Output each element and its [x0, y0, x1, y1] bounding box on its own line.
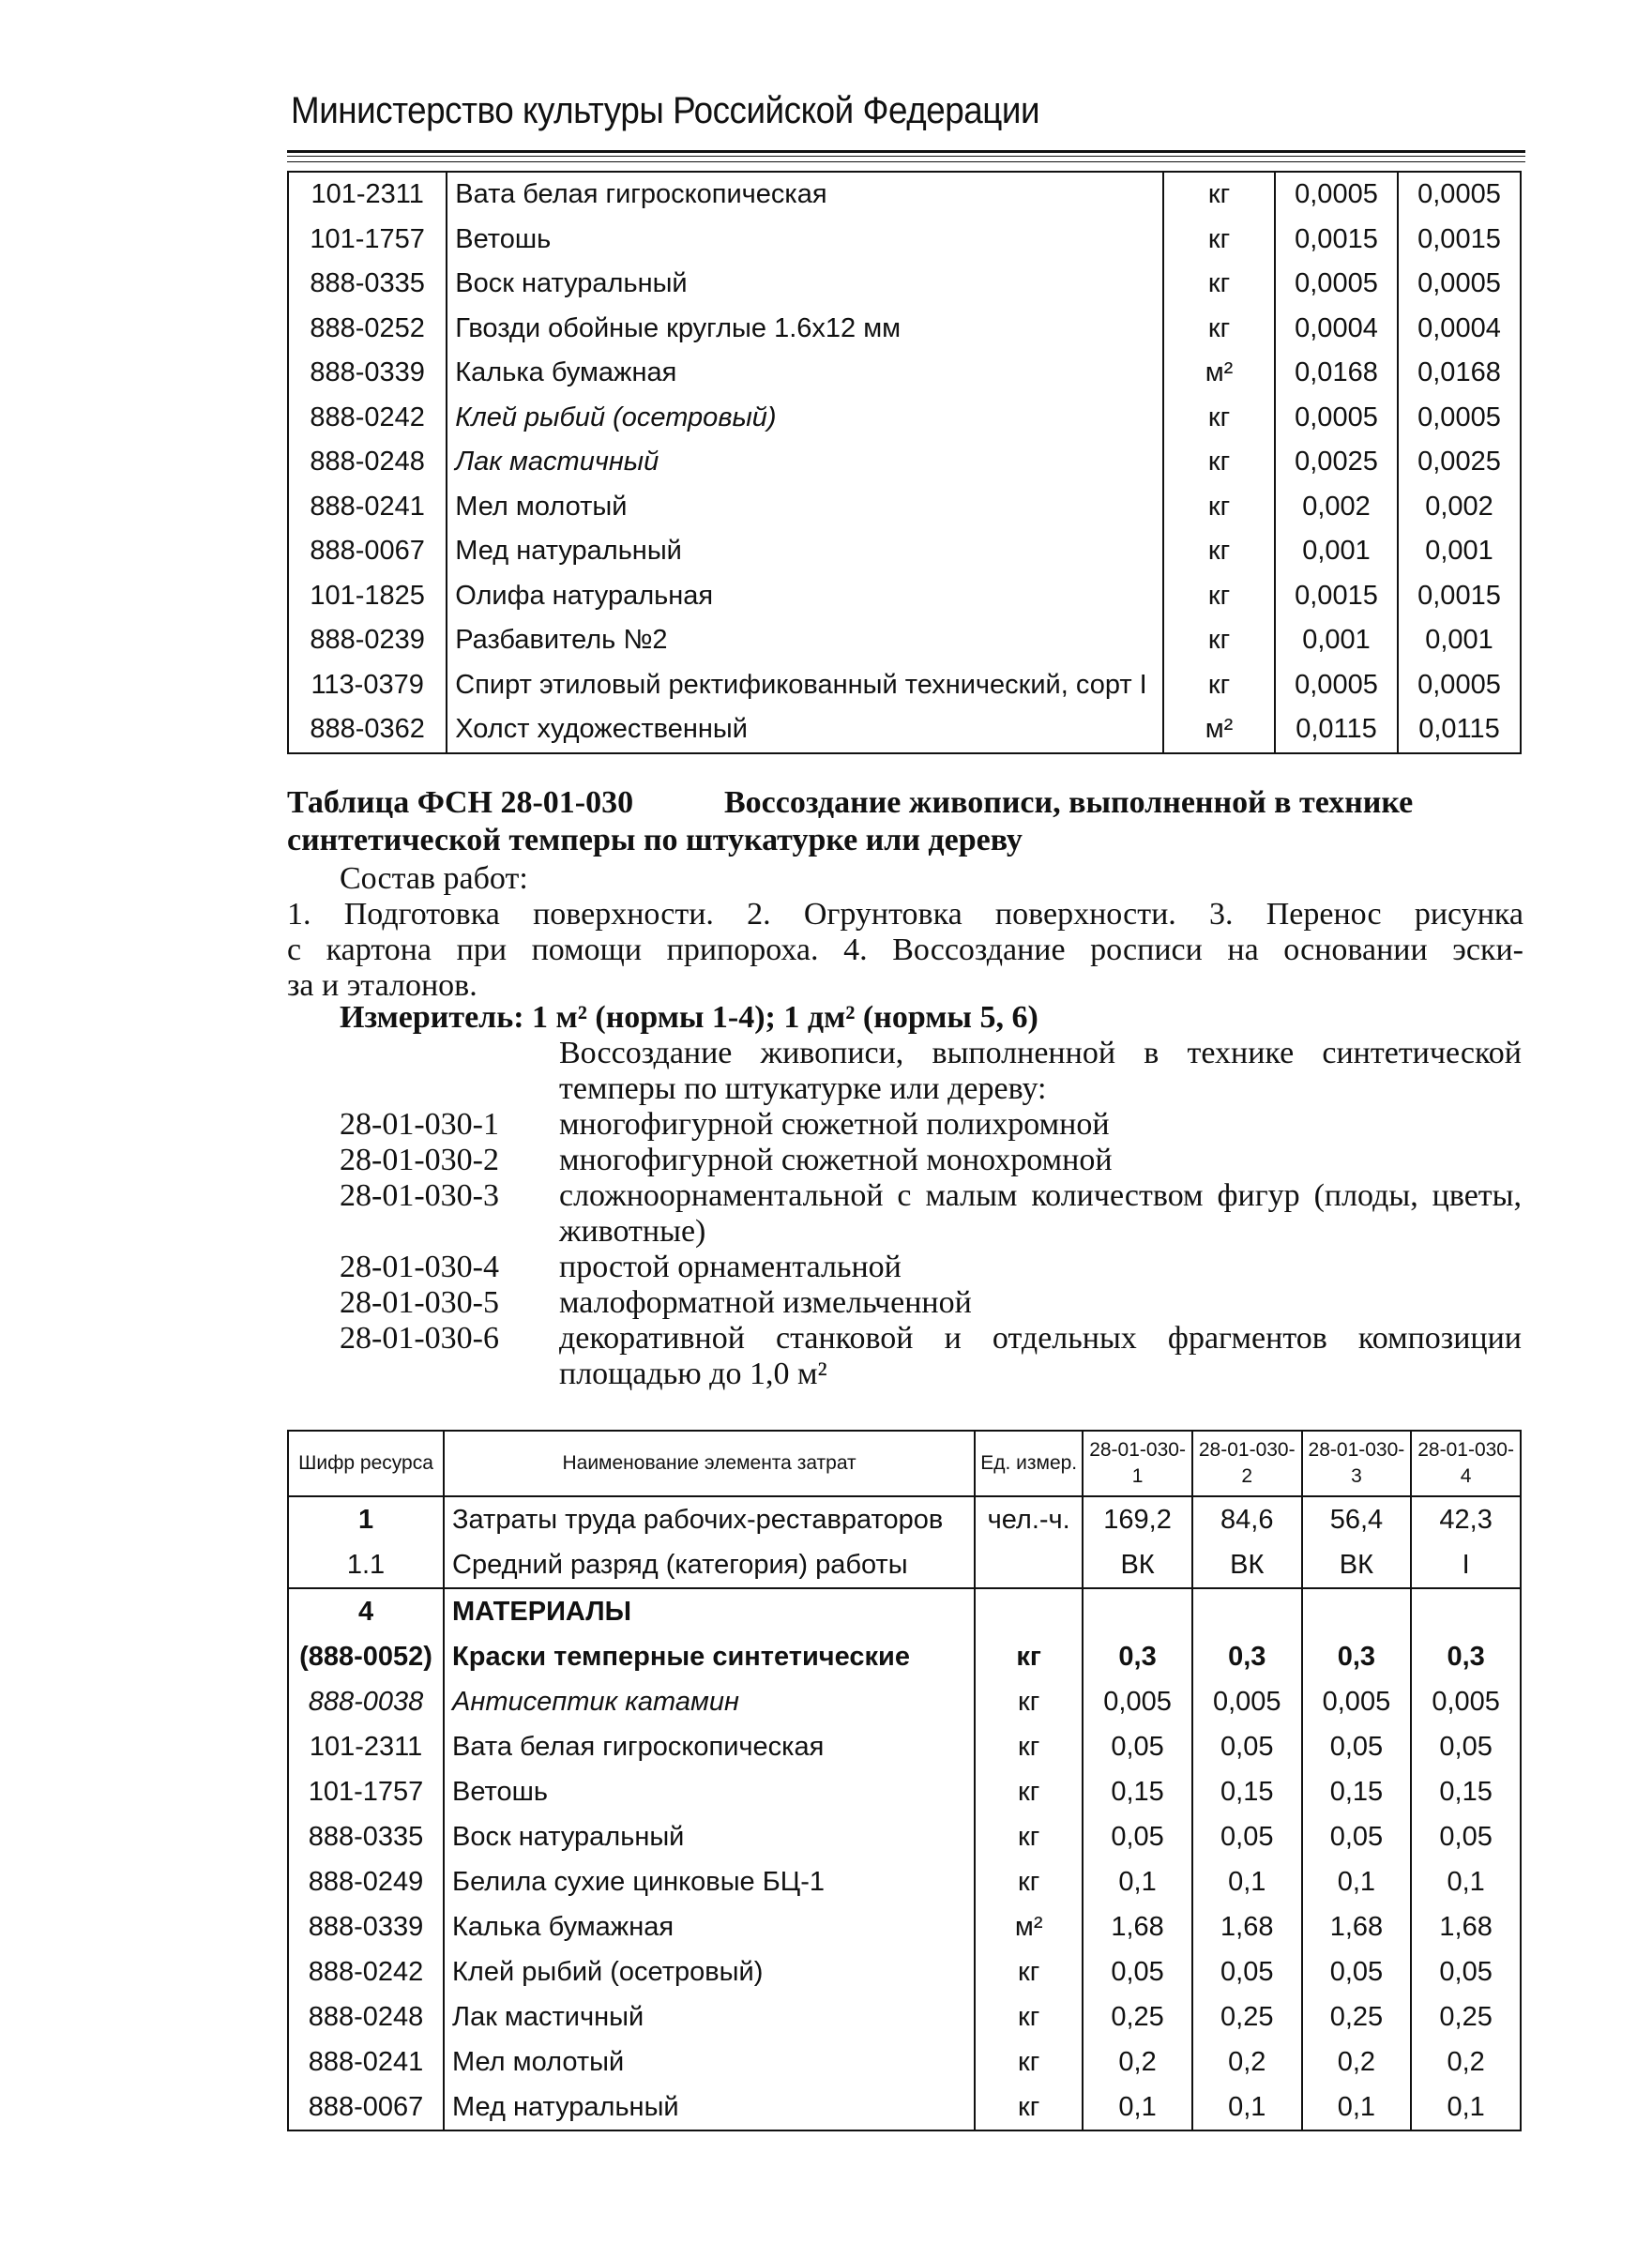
norm-value: 0,0005 — [1398, 396, 1521, 441]
table-row — [288, 574, 1521, 619]
header-norm-3: 28-01-030-3 — [1302, 1431, 1412, 1496]
resource-code: 888-0335 — [288, 262, 447, 307]
resource-name: Гвозди обойные круглые 1.6x12 мм — [447, 307, 1163, 352]
resource-code: 888-0242 — [288, 396, 447, 441]
resource-code: 101-1757 — [288, 1769, 444, 1814]
resource-code: 888-0241 — [288, 485, 447, 530]
norm-value: 0,005 — [1411, 1679, 1521, 1724]
table-row — [288, 529, 1521, 574]
header-rule — [287, 156, 1525, 157]
table-row — [288, 1994, 1521, 2039]
norm-value: 0,3 — [1083, 1634, 1192, 1679]
norm-value: 0,001 — [1275, 618, 1398, 663]
norm-value: 0,0005 — [1398, 262, 1521, 307]
norm-value: 0,001 — [1275, 529, 1398, 574]
unit-cell: кг — [1163, 307, 1275, 352]
unit-cell: кг — [975, 1679, 1083, 1724]
unit-cell: кг — [975, 1994, 1083, 2039]
unit-cell — [975, 1542, 1083, 1588]
resource-name: Олифа натуральная — [447, 574, 1163, 619]
unit-cell: кг — [1163, 262, 1275, 307]
norm-code: 28-01-030-2 — [340, 1143, 499, 1177]
norm-value: 0,001 — [1398, 529, 1521, 574]
norm-value: 0,0115 — [1275, 707, 1398, 753]
norm-text: простой орнаментальной — [559, 1250, 902, 1284]
resource-name: Ветошь — [444, 1769, 975, 1814]
header-norm-2: 28-01-030-2 — [1192, 1431, 1302, 1496]
norm-value: I — [1411, 1542, 1521, 1588]
norm-code: 28-01-030-1 — [340, 1107, 499, 1142]
table-row — [288, 172, 1521, 218]
resource-code: 888-0339 — [288, 351, 447, 396]
resource-code: 101-2311 — [288, 1724, 444, 1769]
norm-value: 42,3 — [1411, 1496, 1521, 1542]
materials-table-continued — [287, 171, 1522, 754]
norm-value: 0,2 — [1083, 2039, 1192, 2085]
unit-cell: кг — [975, 1814, 1083, 1859]
norm-value: 0,25 — [1411, 1994, 1521, 2039]
norm-text: сложноорнаментальной с малым количеством фигур (плоды, цветы, животные) — [559, 1178, 1522, 1249]
table-row — [288, 1769, 1521, 1814]
header-unit: Ед. измер. — [975, 1431, 1083, 1496]
norm-value: 0,1 — [1192, 2085, 1302, 2130]
norm-value: ВК — [1083, 1542, 1192, 1588]
norm-value: 56,4 — [1302, 1496, 1412, 1542]
resource-name: Мел молотый — [444, 2039, 975, 2085]
norm-value: 0,3 — [1411, 1634, 1521, 1679]
resource-name: Мед натуральный — [444, 2085, 975, 2130]
unit-cell: м² — [975, 1904, 1083, 1949]
table-row — [288, 1634, 1521, 1679]
unit-cell: кг — [1163, 663, 1275, 708]
resource-code: 888-0248 — [288, 1994, 444, 2039]
norm-value: 0,05 — [1083, 1949, 1192, 1994]
norm-value: 0,0168 — [1275, 351, 1398, 396]
norms-intro: Воссоздание живописи, выполненной в технике синтетической темперы по штукатурке или дереву: — [559, 1036, 1522, 1106]
norm-value: 0,1 — [1083, 2085, 1192, 2130]
unit-cell: кг — [975, 2039, 1083, 2085]
resource-code: 888-0248 — [288, 440, 447, 485]
norm-value — [1192, 1588, 1302, 1634]
resource-name: МАТЕРИАЛЫ — [444, 1588, 975, 1634]
unit-cell: кг — [1163, 574, 1275, 619]
table-row — [288, 1814, 1521, 1859]
resource-name: Калька бумажная — [447, 351, 1163, 396]
table-row — [288, 307, 1521, 352]
unit-cell: кг — [975, 1949, 1083, 1994]
resource-code: 1 — [288, 1496, 444, 1542]
resource-name: Средний разряд (категория) работы — [444, 1542, 975, 1588]
table-row — [288, 2085, 1521, 2130]
table-row — [288, 1542, 1521, 1588]
norm-item — [340, 1143, 1522, 1178]
norm-value: 0,1 — [1302, 2085, 1412, 2130]
norm-value: ВК — [1192, 1542, 1302, 1588]
norm-code: 28-01-030-3 — [340, 1178, 499, 1213]
norm-value: ВК — [1302, 1542, 1412, 1588]
table-row — [288, 1904, 1521, 1949]
norm-value: 0,15 — [1192, 1769, 1302, 1814]
resource-code: 888-0242 — [288, 1949, 444, 1994]
norm-value: 0,2 — [1302, 2039, 1412, 2085]
norm-value: 0,05 — [1302, 1724, 1412, 1769]
norm-value: 0,15 — [1083, 1769, 1192, 1814]
norm-value: 84,6 — [1192, 1496, 1302, 1542]
norm-value: 169,2 — [1083, 1496, 1192, 1542]
norm-item — [340, 1178, 1522, 1250]
table-row — [288, 485, 1521, 530]
unit-cell: кг — [1163, 440, 1275, 485]
resource-code: 888-0239 — [288, 618, 447, 663]
norm-value: 0,0005 — [1398, 663, 1521, 708]
resource-name: Лак мастичный — [444, 1994, 975, 2039]
norm-value: 0,0015 — [1275, 218, 1398, 263]
resource-code: 888-0249 — [288, 1859, 444, 1904]
header-code: Шифр ресурса — [288, 1431, 444, 1496]
unit-cell: кг — [1163, 618, 1275, 663]
resource-code: 888-0335 — [288, 1814, 444, 1859]
unit-cell: кг — [975, 2085, 1083, 2130]
norm-value: 0,25 — [1302, 1994, 1412, 2039]
norm-value: 0,05 — [1083, 1814, 1192, 1859]
norm-text: многофигурной сюжетной монохромной — [559, 1143, 1113, 1177]
norm-value: 0,05 — [1192, 1724, 1302, 1769]
norm-value: 0,002 — [1398, 485, 1521, 530]
header-norm-4: 28-01-030-4 — [1411, 1431, 1521, 1496]
norm-text: декоративной станковой и отдельных фрагментов композиции площадью до 1,0 м² — [559, 1321, 1522, 1391]
unit-cell: кг — [1163, 485, 1275, 530]
unit-cell: м² — [1163, 351, 1275, 396]
norm-value: 0,05 — [1192, 1814, 1302, 1859]
table-row — [288, 1949, 1521, 1994]
header-name: Наименование элемента затрат — [444, 1431, 975, 1496]
norm-value: 1,68 — [1192, 1904, 1302, 1949]
unit-cell: кг — [975, 1634, 1083, 1679]
unit-cell: кг — [1163, 218, 1275, 263]
norm-value: 0,3 — [1302, 1634, 1412, 1679]
page-header-title: Министерство культуры Российской Федерации — [291, 90, 1040, 131]
resource-code: 101-1825 — [288, 574, 447, 619]
norm-value: 0,0025 — [1398, 440, 1521, 485]
norm-item — [340, 1285, 1522, 1321]
table-row — [288, 1679, 1521, 1724]
resource-name: Мед натуральный — [447, 529, 1163, 574]
unit-cell: кг — [975, 1724, 1083, 1769]
resources-table — [287, 1430, 1522, 2131]
norm-value — [1302, 1588, 1412, 1634]
resource-code: 4 — [288, 1588, 444, 1634]
resource-name: Лак мастичный — [447, 440, 1163, 485]
norm-value: 0,1 — [1083, 1859, 1192, 1904]
resource-name: Краски темперные синтетические — [444, 1634, 975, 1679]
norm-value: 0,1 — [1302, 1859, 1412, 1904]
norm-value: 0,05 — [1411, 1724, 1521, 1769]
norm-value: 0,0004 — [1275, 307, 1398, 352]
norm-value: 0,05 — [1411, 1814, 1521, 1859]
norm-item — [340, 1321, 1522, 1392]
norm-value: 0,001 — [1398, 618, 1521, 663]
table-row — [288, 440, 1521, 485]
norm-value: 0,1 — [1411, 2085, 1521, 2130]
resource-name: Холст художественный — [447, 707, 1163, 753]
norm-item — [340, 1107, 1522, 1143]
unit-cell: кг — [1163, 529, 1275, 574]
resource-code: 1.1 — [288, 1542, 444, 1588]
norm-code: 28-01-030-5 — [340, 1285, 499, 1320]
norm-value: 0,0004 — [1398, 307, 1521, 352]
resource-name: Воск натуральный — [447, 262, 1163, 307]
table-row — [288, 1496, 1521, 1542]
norm-value: 0,005 — [1083, 1679, 1192, 1724]
resource-code: (888-0052) — [288, 1634, 444, 1679]
table-row — [288, 1724, 1521, 1769]
resource-name: Спирт этиловый ректификованный технический, сорт I — [447, 663, 1163, 708]
norm-value: 0,005 — [1192, 1679, 1302, 1724]
unit-cell: чел.-ч. — [975, 1496, 1083, 1542]
norm-value: 0,0015 — [1398, 574, 1521, 619]
unit-cell: м² — [1163, 707, 1275, 753]
unit-cell: кг — [975, 1859, 1083, 1904]
work-line: 1. Подготовка поверхности. 2. Огрунтовка поверхности. 3. Перенос рисунка — [287, 897, 1523, 932]
table-row — [288, 618, 1521, 663]
table-row — [288, 1588, 1521, 1634]
table-title: Воссоздание живописи, выполненной в технике синтетической темперы по штукатурке или дереву — [287, 785, 1414, 857]
resource-name: Клей рыбий (осетровый) — [447, 396, 1163, 441]
norm-value: 0,2 — [1192, 2039, 1302, 2085]
norm-value: 0,25 — [1083, 1994, 1192, 2039]
norm-value: 0,0005 — [1275, 172, 1398, 218]
norm-value: 0,25 — [1192, 1994, 1302, 2039]
table-row — [288, 2039, 1521, 2085]
resource-code: 113-0379 — [288, 663, 447, 708]
norm-text: малоформатной измельченной — [559, 1285, 972, 1320]
unit-cell: кг — [1163, 396, 1275, 441]
norm-value: 1,68 — [1411, 1904, 1521, 1949]
unit-cell: кг — [975, 1769, 1083, 1814]
norm-value: 0,05 — [1411, 1949, 1521, 1994]
work-line: за и эталонов. — [287, 968, 477, 1003]
resource-code: 101-1757 — [288, 218, 447, 263]
resource-code: 888-0362 — [288, 707, 447, 753]
resource-code: 888-0339 — [288, 1904, 444, 1949]
resource-name: Вата белая гигроскопическая — [447, 172, 1163, 218]
resource-code: 101-2311 — [288, 172, 447, 218]
unit-cell: кг — [1163, 172, 1275, 218]
norm-value: 0,05 — [1083, 1724, 1192, 1769]
table-code: Таблица ФСН 28-01-030 — [287, 785, 634, 820]
resource-name: Белила сухие цинковые БЦ-1 — [444, 1859, 975, 1904]
section-title — [287, 784, 1523, 859]
norm-code: 28-01-030-4 — [340, 1250, 499, 1284]
norm-value: 0,15 — [1302, 1769, 1412, 1814]
norm-value: 0,05 — [1192, 1949, 1302, 1994]
norm-value: 0,0005 — [1275, 262, 1398, 307]
norm-item — [340, 1250, 1522, 1285]
header-rule — [287, 150, 1525, 153]
norm-value: 0,2 — [1411, 2039, 1521, 2085]
resource-code: 888-0252 — [288, 307, 447, 352]
table-row — [288, 351, 1521, 396]
norm-value: 0,05 — [1302, 1814, 1412, 1859]
norm-value: 1,68 — [1302, 1904, 1412, 1949]
norm-value: 0,0015 — [1398, 218, 1521, 263]
resource-name: Калька бумажная — [444, 1904, 975, 1949]
norm-value: 0,005 — [1302, 1679, 1412, 1724]
norm-text: многофигурной сюжетной полихромной — [559, 1107, 1110, 1142]
resource-name: Разбавитель №2 — [447, 618, 1163, 663]
unit-cell — [975, 1588, 1083, 1634]
resource-name: Клей рыбий (осетровый) — [444, 1949, 975, 1994]
norm-value: 0,05 — [1302, 1949, 1412, 1994]
resource-code: 888-0067 — [288, 2085, 444, 2130]
table-row — [288, 1859, 1521, 1904]
table-row — [288, 396, 1521, 441]
norm-value — [1411, 1588, 1521, 1634]
resource-name: Вата белая гигроскопическая — [444, 1724, 975, 1769]
norm-value: 0,0115 — [1398, 707, 1521, 753]
header-rule — [287, 161, 1525, 162]
norm-value: 0,3 — [1192, 1634, 1302, 1679]
norm-value: 0,0168 — [1398, 351, 1521, 396]
measure-unit: Измеритель: 1 м² (нормы 1-4); 1 дм² (нормы 5, 6) — [340, 1000, 1038, 1035]
composition-label: Состав работ: — [340, 861, 528, 896]
work-line: с картона при помощи припороха. 4. Воссоздание росписи на основании эски- — [287, 932, 1523, 967]
norm-value: 0,0025 — [1275, 440, 1398, 485]
norm-value: 0,1 — [1192, 1859, 1302, 1904]
norm-value: 0,1 — [1411, 1859, 1521, 1904]
header-norm-1: 28-01-030-1 — [1083, 1431, 1192, 1496]
resource-code: 888-0038 — [288, 1679, 444, 1724]
resource-name: Воск натуральный — [444, 1814, 975, 1859]
norm-value: 0,0005 — [1275, 396, 1398, 441]
table-row — [288, 218, 1521, 263]
work-description — [287, 897, 1523, 1004]
table-row — [288, 707, 1521, 753]
table-row — [288, 663, 1521, 708]
norm-value: 0,0005 — [1398, 172, 1521, 218]
norm-value: 0,0015 — [1275, 574, 1398, 619]
resource-name: Мел молотый — [447, 485, 1163, 530]
norm-value: 1,68 — [1083, 1904, 1192, 1949]
resource-name: Ветошь — [447, 218, 1163, 263]
norm-value: 0,0005 — [1275, 663, 1398, 708]
norm-code: 28-01-030-6 — [340, 1321, 499, 1356]
resource-name: Антисептик катамин — [444, 1679, 975, 1724]
table-row — [288, 262, 1521, 307]
resource-code: 888-0067 — [288, 529, 447, 574]
norm-value — [1083, 1588, 1192, 1634]
norm-value: 0,002 — [1275, 485, 1398, 530]
resource-code: 888-0241 — [288, 2039, 444, 2085]
resource-name: Затраты труда рабочих-реставраторов — [444, 1496, 975, 1542]
norm-value: 0,15 — [1411, 1769, 1521, 1814]
